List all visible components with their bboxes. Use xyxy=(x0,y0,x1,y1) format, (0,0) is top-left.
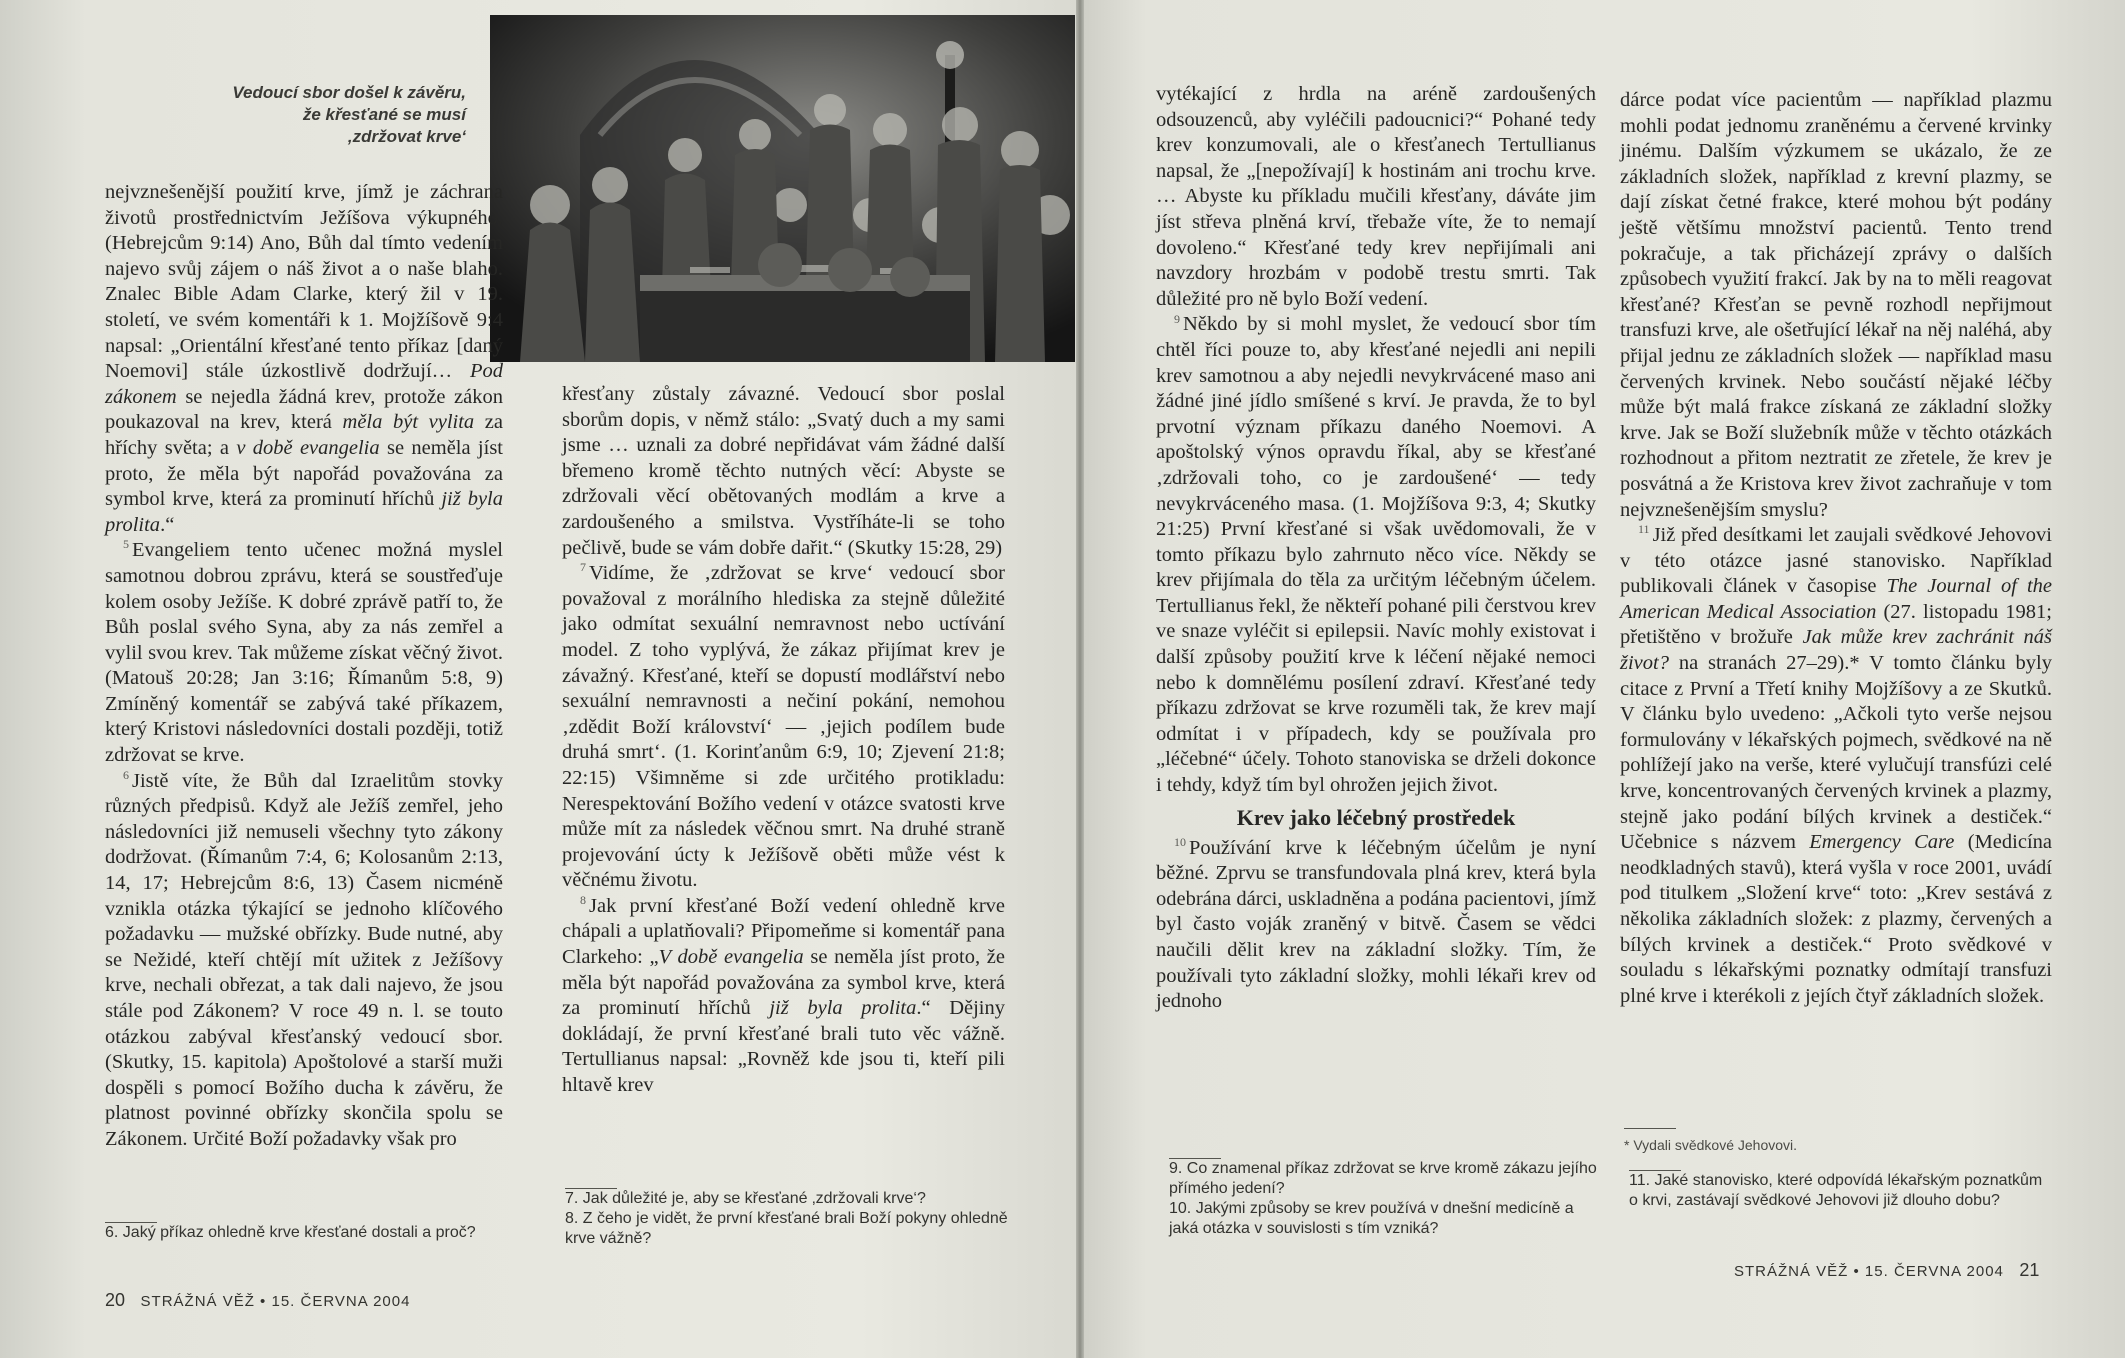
paragraph-text: Evangeliem tento učenec možná myslel samotnou dobrou zprávu, která se soustřeďuje kolem osoby Ježíše. K dobré zprávě patří to, že Bůh poslal svého Syna, aby za nás zemřel a vylil svou krev. Tak můžeme získat věčný život. (Matouš 20:28; Jan 3:16; Římanům 5:8, 9) Zmíněný komentář se zabývá také příkazem, který Kristovi následovníci dostali později, totiž zdržovat se krve. xyxy=(105,539,503,767)
text-run: (27. listopadu 1981; přetištěno v brožuře xyxy=(1620,600,2053,649)
page-number: 21 xyxy=(2019,1260,2040,1280)
text-run: se neměla jíst proto, že měla být napořád považována za symbol krve, která za prominutí hříchů xyxy=(562,946,1005,1020)
question-8: 8. Z čeho je vidět, že první křesťané brali Boží pokyny ohledně krve vážně? xyxy=(565,1210,1008,1247)
right-column-1 xyxy=(1156,82,1596,1015)
paragraph-number: 5 xyxy=(123,537,129,552)
paragraph-11 xyxy=(1620,523,2052,1009)
question-9: 9. Co znamenal příkaz zdržovat se krve kromě zákazu jejího přímého jedení? xyxy=(1169,1160,1597,1197)
text-run: Jak první křesťané Boží vedení ohledně krve chápali a uplatňovali? Připomeňme si komentář pana Clarkeho: „ xyxy=(562,894,1005,969)
footnote-text: * Vydali svědkové Jehovovi. xyxy=(1624,1137,1798,1153)
paragraph-text: Vidíme, že ‚zdržovat se krve‘ vedoucí sbor považoval z morálního hlediska za stejně důležité jako odmítat sexuální nemravnost nebo uctívání model. Z toho vyplývá, že zákaz přijímat krev je závažný. Křesťané, kteří se dopustí modlářství nebo sexuální nemravnosti a nečiní pokání, nemohou ‚zdědit Boží království‘ — ‚jejich podílem bude druhá smrt‘. (1. Korinťanům 6:9, 10; Zjevení 21:8; 22:15) Všimněme si zde určitého protikladu: Nerespektování Božího vedení v otázce svatosti krve může mít za následek věčnou smrt. Na druhé straně projevování úcty k Ježíšově oběti může vést k věčnému životu. xyxy=(562,562,1005,892)
text-run: .“ Dějiny dokládají, že první křesťané brali tuto věc vážně. Tertullianus napsal: „Rovněž kde jsou ti, kteří pili hltavě krev xyxy=(562,997,1005,1097)
council-scene-image xyxy=(490,15,1075,362)
text-run: se nejedla žádná krev, protože zákon poukazoval na krev, která xyxy=(105,385,503,434)
text-run: na stranách 27–29).* V tomto článku byly citace z První a Třetí knihy Mojžíšovy a ze Skutků. V článku bylo uvedeno: „Ačkoli tyto verše nejsou formulovány v lékařských pojmech, svědkové na ně pohlížejí jako na verše, které vylučují transfúzi celé krve, koncentrovaných červených krvinek a plazmy, stejně jako podání bílých krvinek a destiček.“ Učebnice s názvem xyxy=(1620,652,2052,854)
paragraph-9 xyxy=(1156,312,1596,798)
right-column-2 xyxy=(1620,88,2052,1009)
page-footer-left xyxy=(105,1290,410,1311)
text-run: nejvznešenější použití krve, jímž je záchrana životů prostřednictvím Ježíšova výkupného. (Hebrejcům 9:14) Ano, Bůh dal tímto vedením najevo svůj zájem o náš život a o naše blaho. Znalec Bible Adam Clarke, který žil v 19. století, ve svém komentáři k 1. Mojžíšově 9:4 napsal: „Orientální křesťané tento příkaz [daný Noemovi] stále úzkostlivě dodržují… xyxy=(105,181,503,383)
book-gutter xyxy=(1076,0,1084,1358)
paragraph-10-continued: dárce podat více pacientům — například plazmu mohli podat jednomu zraněnému a červené krvinky jinému. Dalším výzkumem se ukázalo, že ze základních složek, například z krevní plazmy, se dají získat četné frakce, které mohou být podány ještě většímu množství pacientů. Tento trend pokračuje, a tak přicházejí zprávy o dalších způsobech využití frakcí. Jak by na to měli reagovat křesťané? Křesťan se pevně rozhodl nepřijmout transfuzi krve, ale ošetřující lékař na něj naléhá, aby přijal jednu ze základních složek — například masu červených krvinek. Nebo součástí nějaké léčby může být malá frakce získaná ze základní složky krve. Jak se Boží služebník může v těchto otázkách rozhodnout a přitom neztratit ze zřetele, že krev je posvátná a že Kristova krev život zachraňuje v tom nejvznešenějším smyslu? xyxy=(1620,89,2052,521)
paragraph-6-continued: křesťany zůstaly závazné. Vedoucí sbor poslal sborům dopis, v němž stálo: „Svatý duch a my sami jsme … uznali za dobré nepřidávat vám žádné další břemeno kromě těchto nutných věcí: Abyste se zdržovali věcí obětovaných modlám a krve a zardoušeného a smilstva. Vystříháte-li se toho pečlivě, bude se vám dobře dařit.“ (Skutky 15:28, 29) xyxy=(562,383,1005,559)
left-column-1 xyxy=(105,180,503,1153)
study-questions-right-2 xyxy=(1629,1170,2049,1211)
question-10: 10. Jakými způsoby se krev používá v dnešní medicíně a jaká otázka v souvislosti s tím vzniká? xyxy=(1169,1200,1574,1237)
section-subheading: Krev jako léčebný prostředek xyxy=(1236,804,1516,830)
italic-text: Pod zákonem xyxy=(105,360,503,408)
italic-text: Jak může krev zachránit náš život? xyxy=(1620,626,2052,675)
paragraph-8-continued: vytékající z hrdla na aréně zardoušených odsouzenců, aby vyléčili padoucnici?“ Pohané tedy krev konzumovali, ale o křesťanech Tertullianus napsal, že „[nepožívají] k hostinám ani trochu krve. … Abyste ku příkladu mučili křesťany, dáváte jim jíst střeva plněná krví, třebaže víte, že to nemají dovoleno.“ Křesťané tedy krev nepřijímali ani navzdory hrozbám v podobě trestu smrti. Tak důležité pro ně bylo Boží vedení. xyxy=(1156,83,1596,310)
paragraph-4-continued xyxy=(105,180,503,538)
study-questions-right-1 xyxy=(1169,1158,1599,1239)
footer-publication: STRÁŽNÁ VĚŽ • 15. ČERVNA 2004 xyxy=(1734,1263,2004,1280)
italic-text: v době evangelia xyxy=(236,436,380,459)
text-run: se neměla jíst proto, že měla být napořád považována za symbol krve, která za prominutí hříchů xyxy=(105,436,503,511)
page-footer-right xyxy=(1734,1260,2039,1281)
footer-publication: STRÁŽNÁ VĚŽ • 15. ČERVNA 2004 xyxy=(140,1293,411,1310)
paragraph-text: Někdo by si mohl myslet, že vedoucí sbor tím chtěl říci pouze to, aby křesťané nejedli ani nepili krev samotnou a aby nejedli nevykrvácené maso ani žádné jiné jídlo smíšené s krví. Je pravda, že to byl prvotní význam příkazu daného Noemovi. A apoštolský výnos opravdu říkal, aby se křesťané ‚zdržovali toho, co je zardoušené‘ — tedy nevykrváceného masa. (1. Mojžíšova 9:3, 4; Skutky 21:25) První křesťané si však uvědomovali, že v tomto příkazu bylo zahrnuto něco více. Někdy se krev přijímala do těla za určitým léčebným účelem. Tertullianus řekl, že někteří pohané pili čerstvou krev ve snaze vyléčit si epilepsii. Navíc mohly existovat i další způsoby použití krve k léčení nějaké nemoci nebo k domnělému posílení zdraví. Křesťané tedy příkazu zdržovat se krve rozuměli tak, že krev mají odmítat i v případech, kdy se používala pro „léčebné“ účely. Tohoto stanoviska se drželi dokonce i tehdy, když tím byl ohrožen jejich život. xyxy=(1156,313,1596,797)
question-11: 11. Jaké stanovisko, které odpovídá lékařským poznatkům o krvi, zastávají svědkové Jehovovi již dlouho dobu? xyxy=(1629,1172,2043,1209)
photo-caption: Vedoucí sbor došel k závěru, že křesťané se musí ‚zdržovat krve‘ xyxy=(232,83,466,146)
paragraph-5 xyxy=(105,538,503,768)
italic-text: The Journal of the American Medical Association xyxy=(1620,575,2053,623)
question-6: 6. Jaký příkaz ohledně krve křesťané dostali a proč? xyxy=(105,1224,476,1241)
page-number: 20 xyxy=(105,1290,126,1310)
text-run: za hříchy světa; a xyxy=(105,411,504,459)
paragraph-number: 8 xyxy=(580,893,586,908)
paragraph-8 xyxy=(562,894,1005,1099)
paragraph-7 xyxy=(562,561,1005,894)
footnote xyxy=(1624,1128,2044,1153)
right-page xyxy=(1084,0,2125,1358)
italic-text: měla být vylita xyxy=(342,411,475,434)
italic-text: již byla prolita xyxy=(105,488,503,536)
text-run: Již před desítkami let zaujali svědkové Jehovovi v této otázce jasné stanovisko. Například publikovali článek v časopise xyxy=(1620,524,2052,598)
study-questions-left-1 xyxy=(105,1222,535,1243)
paragraph-number: 6 xyxy=(123,767,129,782)
text-run: (Medicína neodkladných stavů), která vyšla v roce 2001, uvádí pod titulkem „Složení krve“ toto: „Krev sestává z několika základních složek: z plazmy, červených a bílých krvinek a destiček.“ Proto svědkové v souladu s lékařskými poznatky odmítají transfuzi plné krve i kterékoli z jejích čtyř základních složek. xyxy=(1620,831,2052,1007)
italic-text: V době evangelia xyxy=(658,946,804,969)
left-column-2 xyxy=(562,382,1005,1099)
study-questions-left-2 xyxy=(565,1188,1015,1249)
italic-text: Emergency Care xyxy=(1809,831,1955,854)
paragraph-text: Jistě víte, že Bůh dal Izraelitům stovky různých předpisů. Když ale Ježíš zemřel, jeho následovníci již nemuseli všechny tyto zákony dodržovat. (Římanům 7:4, 6; Kolosanům 2:13, 14, 17; Hebrejcům 8:6, 13) Časem nicméně vznikla otázka týkající se jednoho klíčového požadavku — mužské obřízky. Bude nutné, aby se Nežidé, kteří chtějí mít užitek z Ježíšovy krve, nechali obřezat, a tak dali najevo, že jsou stále pod Zákonem? V roce 49 n. l. se touto otázkou zabýval křesťanský vedoucí sbor. (Skutky, 15. kapitola) Apoštolové a starší muži dospěli s pomocí Božího ducha k závěru, že platnost povinné obřízky skončila spolu se Zákonem. Určité Boží požadavky však pro xyxy=(105,769,503,1150)
footnote-divider xyxy=(1624,1128,1676,1129)
illustration-council-photo xyxy=(490,15,1075,362)
italic-text: již byla prolita xyxy=(769,997,917,1020)
paragraph-text: Používání krve k léčebným účelům je nyní běžné. Zprvu se transfundovala plná krev, která byla odebrána dárci, uskladněna a podána pacientovi, jímž byl často voják zraněný v bitvě. Časem se vědci naučili dělit krev na základní složky. Tím, že používali tyto základní složky, mohli lékaři krev od jednoho xyxy=(1156,836,1596,1013)
paragraph-6 xyxy=(105,769,503,1153)
paragraph-10 xyxy=(1156,836,1596,1015)
question-7: 7. Jak důležité je, aby se křesťané ‚zdržovali krve‘? xyxy=(565,1190,926,1207)
paragraph-number: 10 xyxy=(1174,834,1186,849)
paragraph-number: 9 xyxy=(1174,311,1180,326)
paragraph-number: 11 xyxy=(1638,522,1650,537)
paragraph-number: 7 xyxy=(580,560,586,575)
text-run: .“ xyxy=(160,513,175,536)
